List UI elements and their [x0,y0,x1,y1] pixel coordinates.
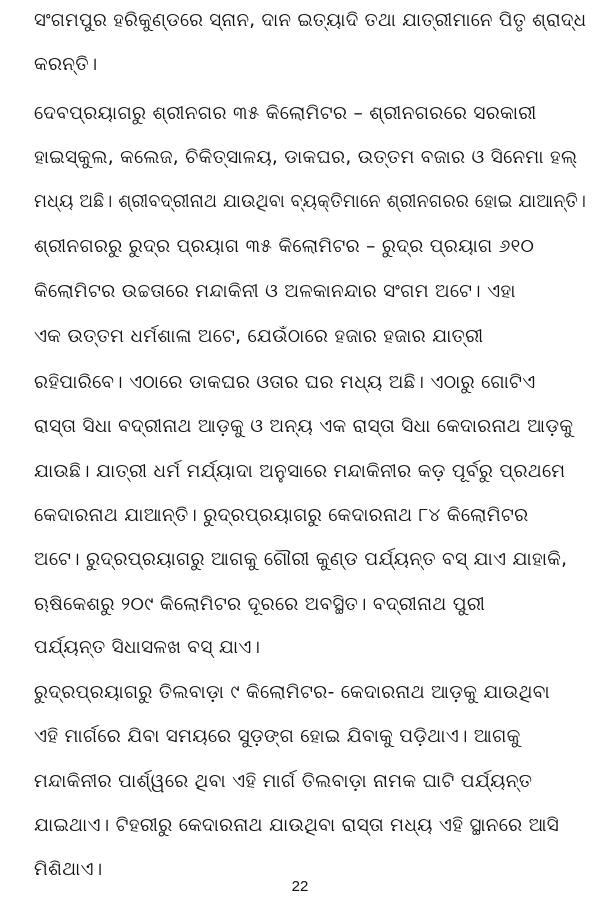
text-line: କେଦାରନାଥ ଯାଆନ୍ତି। ରୁଦ୍ରପ୍ରୟାଗରୁ କେଦାରନାଥ ୮୪ କିଲୋମିଟର [34,505,529,526]
text-line: ପର୍ଯ୍ୟନ୍ତ ସିଧାସଳଖ ବସ୍ ଯାଏ। [34,637,261,658]
text-line: ଯାଉଛି। ଯାତ୍ରୀ ଧର୍ମ ମର୍ଯ୍ୟାଦା ଅନୁସାରେ ମନ୍ଦାକିନୀର କଡ଼ ପୂର୍ବରୁ ପ୍ରଥମେ [34,461,566,482]
text-line: ଅଟେ। ରୁଦ୍ରପ୍ରୟାଗରୁ ଆଗକୁ ଗୌରୀ କୁଣ୍ଡ ପର୍ଯ୍ୟନ୍ତ ବସ୍ ଯାଏ ଯାହାକି, [34,549,568,570]
text-line: କିଲୋମିଟର ଉଚ୍ଚତାରେ ମନ୍ଦାକିନୀ ଓ ଅଳକାନନ୍ଦାର ସଂଗମ ଅଟେ। ଏହା [34,281,516,302]
text-line: ହାଇସ୍କୁଲ, କଲେଜ, ଚିକିତ୍ସାଳୟ, ଡାକଘର, ଉତ୍ତମ ବଜାର ଓ ସିନେମା ହଲ୍ [34,147,578,168]
text-line: ମଧ୍ୟ ଅଛି। ଶ୍ରୀବଦ୍ରୀନାଥ ଯାଉଥିବା ବ୍ୟକ୍ତିମାନେ ଶ୍ରୀନଗରର ହୋଇ ଯାଆନ୍ତି। [34,191,587,212]
text-line: ରହିପାରିବେ। ଏଠାରେ ଡାକଘର ଓତାର ଘର ମଧ୍ୟ ଅଛି। ଏଠାରୁ ଗୋଟିଏ [34,372,536,393]
text-line: ଋଷିକେଶରୁ ୨୦୯ କିଲୋମିଟର ଦୂରରେ ଅବସ୍ଥିତ। ବଦ୍ରୀନାଥ ପୁରୀ [34,594,486,615]
text-line: ମନ୍ଦାକିନୀର ପାର୍ଶ୍ୱରେ ଥିବା ଏହି ମାର୍ଗ ତିଲବାଡ଼ା ନାମକ ଘାଟି ପର୍ଯ୍ୟନ୍ତ [34,771,533,792]
text-line: ସଂଗମପୁର ହରିକୁଣ୍ଡରେ ସ୍ନାନ, ଦାନ ଇତ୍ୟାଦି ତଥା ଯାତ୍ରୀମାନେ ପିତୃ ଶ୍ରାଦ୍ଧ [34,10,587,31]
text-line: ରୁଦ୍ରପ୍ରୟାଗରୁ ତିଲବାଡ଼ା ୯ କିଲୋମିଟର- କେଦାରନାଥ ଆଡ଼କୁ ଯାଉଥିବା [34,682,550,703]
text-line: ଏକ ଉତ୍ତମ ଧର୍ମଶାଳା ଅଟେ, ଯେଉଁଠାରେ ହଜାର ହଜାର ଯାତ୍ରୀ [34,326,484,347]
text-line: ଶ୍ରୀନଗରରୁ ରୁଦ୍ର ପ୍ରୟାଗ ୩୫ କିଲୋମିଟର – ରୁଦ୍ର ପ୍ରୟାଗ ୬୧୦ [34,236,535,257]
text-line: ମିଶିଥାଏ। [34,859,103,880]
text-line: ରାସ୍ତା ସିଧା ବଦ୍ରୀନାଥ ଆଡ଼କୁ ଓ ଅନ୍ୟ ଏକ ରାସ୍ତା ସିଧା କେଦାରନାଥ ଆଡ଼କୁ [34,416,574,437]
page-number: 22 [291,878,309,895]
text-line: ଦେବପ୍ରୟାଗରୁ ଶ୍ରୀନଗର ୩୫ କିଲୋମିଟର – ଶ୍ରୀନଗରରେ ସରକାରୀ [34,103,537,124]
text-line: ଏହି ମାର୍ଗରେ ଯିବା ସମୟରେ ସୁଡ଼ଙ୍ଗ ହୋଇ ଯିବାକୁ ପଡ଼ିଥାଏ। ଆଗକୁ [34,726,521,747]
text-line: କରନ୍ତି। [34,54,98,75]
text-line: ଯାଇଥାଏ। ଟିହରୀରୁ କେଦାରନାଥ ଯାଉଥିବା ରାସ୍ତା ମଧ୍ୟ ଏହି ସ୍ଥାନରେ ଆସି [34,815,560,836]
